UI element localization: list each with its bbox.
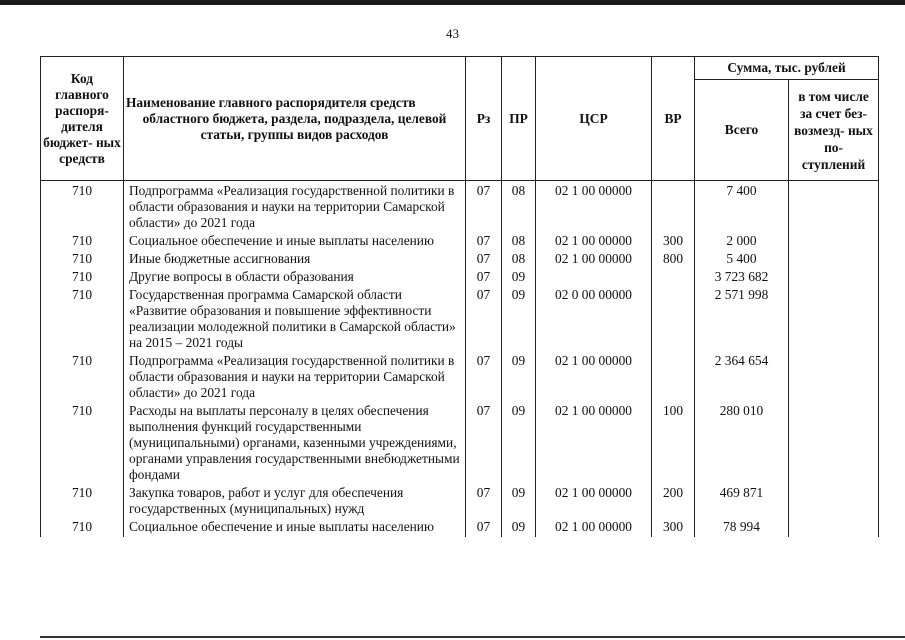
row-total: 2 571 998	[695, 287, 789, 353]
header-rz: Рз	[466, 57, 502, 181]
row-rz: 07	[466, 353, 502, 403]
table-row	[41, 233, 879, 251]
budget-table	[40, 56, 879, 537]
row-incl	[789, 233, 879, 251]
row-vr: 200	[652, 485, 695, 519]
row-pr: 08	[502, 181, 536, 234]
row-rz: 07	[466, 485, 502, 519]
row-csr	[536, 269, 652, 287]
row-incl	[789, 485, 879, 519]
row-pr: 08	[502, 251, 536, 269]
row-incl	[789, 403, 879, 485]
row-pr: 08	[502, 233, 536, 251]
row-total: 2 000	[695, 233, 789, 251]
row-rz: 07	[466, 233, 502, 251]
row-rz: 07	[466, 403, 502, 485]
header-name	[124, 57, 466, 181]
row-total: 78 994	[695, 519, 789, 537]
page-number: 43	[446, 26, 459, 41]
row-total: 280 010	[695, 403, 789, 485]
row-csr: 02 1 00 00000	[536, 403, 652, 485]
table-body	[41, 181, 879, 538]
row-name: Социальное обеспечение и иные выплаты населению	[124, 233, 466, 251]
row-total: 2 364 654	[695, 353, 789, 403]
row-rz: 07	[466, 269, 502, 287]
row-csr: 02 1 00 00000	[536, 251, 652, 269]
row-csr: 02 0 00 00000	[536, 287, 652, 353]
row-vr	[652, 269, 695, 287]
row-code: 710	[41, 233, 124, 251]
table-row	[41, 251, 879, 269]
row-csr: 02 1 00 00000	[536, 519, 652, 537]
row-pr: 09	[502, 287, 536, 353]
row-total: 469 871	[695, 485, 789, 519]
row-rz: 07	[466, 519, 502, 537]
top-rule	[0, 0, 905, 5]
row-code: 710	[41, 403, 124, 485]
row-vr: 300	[652, 233, 695, 251]
row-incl	[789, 353, 879, 403]
row-name: Другие вопросы в области образования	[124, 269, 466, 287]
row-incl	[789, 181, 879, 234]
table-row	[41, 519, 879, 537]
row-incl	[789, 251, 879, 269]
row-rz: 07	[466, 181, 502, 234]
row-name: Подпрограмма «Реализация государственной политики в области образования и науки на территории Самарской области» до 2021 года	[124, 181, 466, 234]
row-csr: 02 1 00 00000	[536, 353, 652, 403]
row-vr	[652, 181, 695, 234]
row-name: Иные бюджетные ассигнования	[124, 251, 466, 269]
table-row	[41, 353, 879, 403]
row-csr: 02 1 00 00000	[536, 233, 652, 251]
row-total: 7 400	[695, 181, 789, 234]
row-name: Закупка товаров, работ и услуг для обеспечения государственных (муниципальных) нужд	[124, 485, 466, 519]
table-row	[41, 269, 879, 287]
row-name: Государственная программа Самарской области «Развитие образования и повышение эффективности реализации молодежной политики в Самарской области» на 2015 – 2021 годы	[124, 287, 466, 353]
header-total: Всего	[695, 80, 789, 181]
row-pr: 09	[502, 519, 536, 537]
row-pr: 09	[502, 485, 536, 519]
row-code: 710	[41, 485, 124, 519]
row-pr: 09	[502, 269, 536, 287]
row-code: 710	[41, 353, 124, 403]
header-code: Код главного распоря- дителя бюджет- ных средств	[41, 57, 124, 181]
header-incl: в том числе за счет без- возмезд- ных по- ступлений	[789, 80, 879, 181]
row-vr: 800	[652, 251, 695, 269]
header-sum: Сумма, тыс. рублей	[695, 57, 879, 80]
row-total: 5 400	[695, 251, 789, 269]
row-csr: 02 1 00 00000	[536, 181, 652, 234]
row-incl	[789, 287, 879, 353]
row-code: 710	[41, 269, 124, 287]
row-pr: 09	[502, 403, 536, 485]
table-row	[41, 287, 879, 353]
row-name: Расходы на выплаты персоналу в целях обеспечения выполнения функций государственными (муниципальными) органами, казенными учреждениями, органами управления государственными внебюджетными фондами	[124, 403, 466, 485]
table-row	[41, 485, 879, 519]
row-rz: 07	[466, 251, 502, 269]
row-name: Подпрограмма «Реализация государственной политики в области образования и науки на территории Самарской области» до 2021 года	[124, 353, 466, 403]
row-rz: 07	[466, 287, 502, 353]
row-vr: 300	[652, 519, 695, 537]
row-vr	[652, 353, 695, 403]
row-code: 710	[41, 519, 124, 537]
row-csr: 02 1 00 00000	[536, 485, 652, 519]
header-name-line1: Наименование главного распорядителя средств	[126, 94, 416, 110]
table-row	[41, 403, 879, 485]
header-vr: ВР	[652, 57, 695, 181]
row-vr: 100	[652, 403, 695, 485]
row-vr	[652, 287, 695, 353]
row-code: 710	[41, 287, 124, 353]
table-row	[41, 181, 879, 234]
header-csr: ЦСР	[536, 57, 652, 181]
row-code: 710	[41, 251, 124, 269]
row-incl	[789, 519, 879, 537]
row-pr: 09	[502, 353, 536, 403]
row-incl	[789, 269, 879, 287]
header-pr: ПР	[502, 57, 536, 181]
header-name-rest: областного бюджета, раздела, подраздела, целевой статьи, группы видов расходов	[142, 110, 447, 142]
row-code: 710	[41, 181, 124, 234]
row-name: Социальное обеспечение и иные выплаты населению	[124, 519, 466, 537]
row-total: 3 723 682	[695, 269, 789, 287]
bottom-rule	[40, 636, 905, 638]
